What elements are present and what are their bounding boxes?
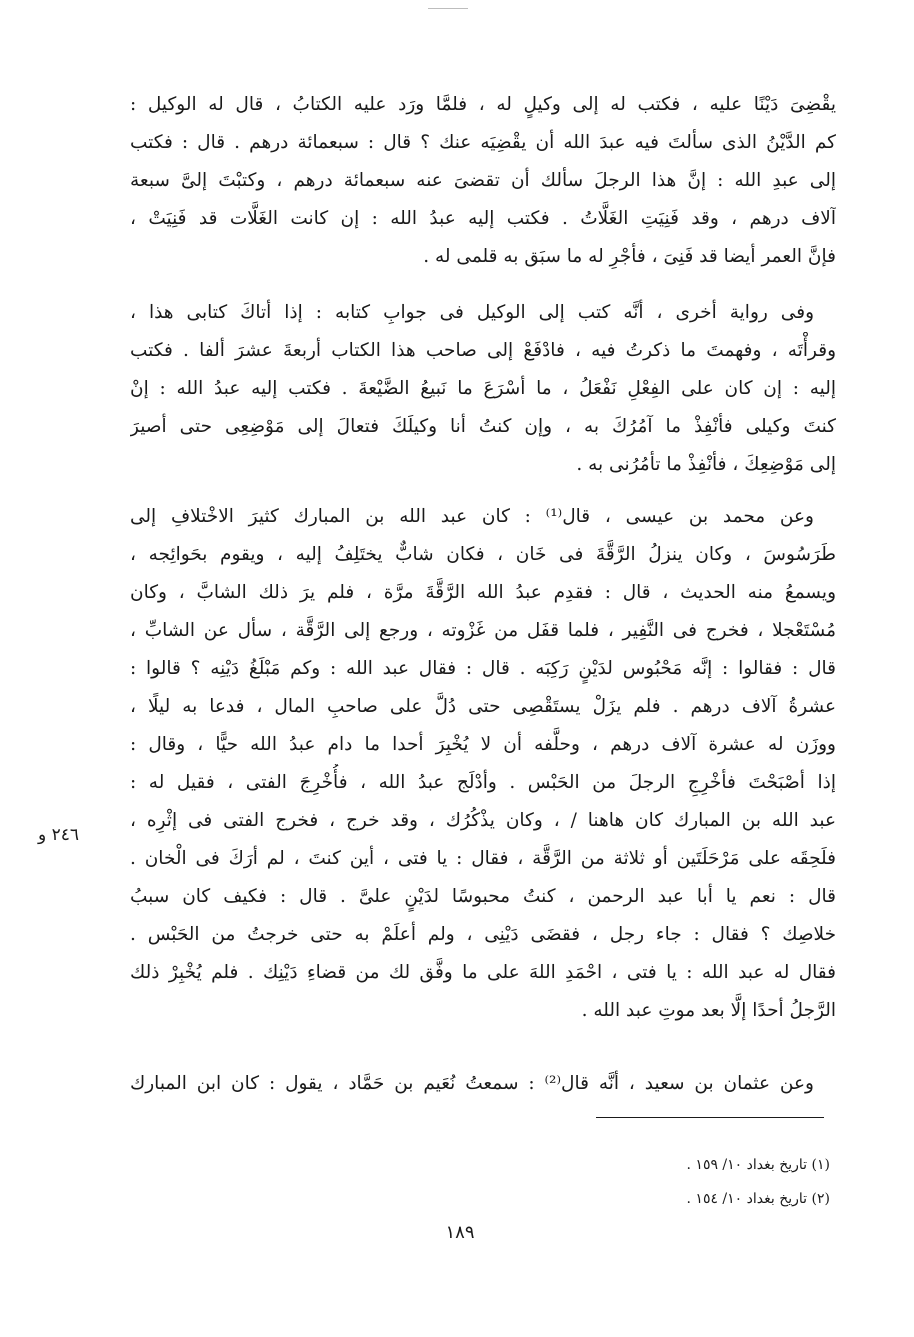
footnote-1: (١) تاريخ بغداد ١٠/ ١٥٩ . (686, 1157, 830, 1173)
text-line: فقال له عبد الله : يا فتى ، احْمَدِ اللهَ على ما وفَّق لك من قضاءِ دَيْنِك . فلم يُخْبِرْ ذلك (130, 962, 836, 983)
paragraph-3 (130, 498, 836, 1030)
text-line: طَرَسُوسَ ، وكان ينزلُ الرَّقَّةَ فى خَان ، فكان شابٌّ يختَلِفُ إليه ، ويقوم بحَوائِجه ، (130, 544, 836, 565)
text-line: وعن عثمان بن سعيد ، أنَّه قال⁽²⁾ : سمعتُ نُعَيم بن حَمَّاد ، يقول : كان ابن المبارك (130, 1073, 814, 1094)
text-line: كم الدَّيْنُ الذى سألتَ فيه عبدَ الله أن يقْضِيَه عنك ؟ قال : سبعمائة درهم . قال : فكتب (130, 132, 836, 153)
text-line: قال : نعم يا أبا عبد الرحمن ، كنتُ محبوسًا لدَيْنٍ علىَّ . قال : فكيف كان سببُ (130, 886, 836, 907)
text-line: فإنَّ العمر أيضا قد فَنِىَ ، فأجْرِ له ما سبَق به قلمى له . (423, 246, 836, 267)
text-line: عبد الله بن المبارك كان هاهنا / ، وكان يذْكُرُك ، وقد خرج ، فخرج الفتى فى إثْرِه ، (130, 810, 836, 831)
paragraph-2 (130, 294, 836, 484)
footnotes (500, 1148, 830, 1216)
text-line: فلَحِقَه على مَرْحَلَتَين أو ثلاثة من الرَّقَّة ، فقال : يا فتى ، أين كنتَ ، لم أرَكَ فى الْخان . (130, 848, 836, 869)
text-line: كنتَ وكيلى فأنْفِذْ ما آمُرُكَ به ، وإن كنتُ أنا وكيلَكَ فتعالَ إلى مَوْضِعِى حتى أصيرَ (130, 416, 836, 437)
top-decoration (428, 8, 468, 9)
text-line: وعن محمد بن عيسى ، قال⁽¹⁾ : كان عبد الله بن المبارك كثيرَ الاخْتلافِ إلى (130, 506, 814, 527)
text-line: وفى رواية أخرى ، أنَّه كتب إلى الوكيل فى جوابِ كتابه : إذا أتاكَ كتابى هذا ، (130, 302, 814, 323)
page-number: ١٨٩ (445, 1222, 475, 1243)
footnote-divider (596, 1117, 824, 1118)
manuscript-folio-note: ٢٤٦ و (38, 825, 80, 845)
text-line: وقرأْتَه ، وفهمتَ ما ذكرتُ فيه ، فادْفَعْ إلى صاحب هذا الكتاب أربعةَ عشرَ ألفا . فكتب (130, 340, 836, 361)
text-line: يقْضِىَ دَيْنًا عليه ، فكتب له إلى وكيلٍ له ، فلمَّا ورَد عليه الكتابُ ، قال له الوكيل : (130, 94, 836, 115)
footnote-2: (٢) تاريخ بغداد ١٠/ ١٥٤ . (686, 1191, 830, 1207)
text-line: إلى عبدِ الله : إنَّ هذا الرجلَ سألك أن تقضىَ عنه سبعمائة درهم ، وكتبْتَ إلىَّ سبعة (130, 170, 836, 191)
text-line: إليه : إن كان على الفِعْلِ نَفْعَلُ ، ما أسْرَعَ ما نَبيعُ الضَّيْعةَ . فكتب إليه عبدُ الله : إنْ (130, 378, 836, 399)
text-line: مُسْتَعْجلا ، فخرج فى النَّفِير ، فلما قفَل من غَزْوته ، ورجع إلى الرَّقَّة ، سأل عن الشابِّ ، (130, 620, 836, 641)
text-line: ووزَن له عشرة آلاف درهم ، وحلَّفه أن لا يُخْبِرَ أحدا ما دام عبدُ الله حيًّا ، وقال : (130, 734, 836, 755)
text-line: آلاف درهم ، وقد فَنِيَتِ الغَلَّاتُ . فكتب إليه عبدُ الله : إن كانت الغَلَّات قد فَنِيَتْ ، (130, 208, 836, 229)
text-line: خلاصِك ؟ فقال : جاء رجل ، فقضَى دَيْنِى ، ولم أعلَمْ به حتى خرجتُ من الحَبْس . (130, 924, 836, 945)
text-line: قال : فقالوا : إنَّه مَحْبُوس لدَيْنٍ رَكِبَه . قال : فقال عبد الله : وكم مَبْلَغُ دَيْنِه ؟ قالوا : (130, 658, 836, 679)
paragraph-1 (130, 86, 836, 276)
text-line: إذا أصْبَحْتَ فأخْرِجِ الرجلَ من الحَبْس . وأدْلَج عبدُ الله ، فأُخْرِجَ الفتى ، فقيل له : (130, 772, 836, 793)
text-line: إلى مَوْضِعِكَ ، فأنْفِذْ ما تأمُرُنى به . (576, 454, 836, 475)
text-line: الرَّجلُ أحدًا إلَّا بعد موتِ عبد الله . (581, 1000, 836, 1021)
text-line: ويسمعُ منه الحديث ، قال : فقدِم عبدُ الله الرَّقَّةَ مرَّة ، فلم يرَ ذلك الشابَّ ، وكان (130, 582, 836, 603)
paragraph-4 (130, 1065, 836, 1103)
text-line: عشرةُ آلاف درهم . فلم يزَلْ يستَقْصِى حتى دُلَّ على صاحبِ المال ، فدعا به ليلًا ، (130, 696, 836, 717)
